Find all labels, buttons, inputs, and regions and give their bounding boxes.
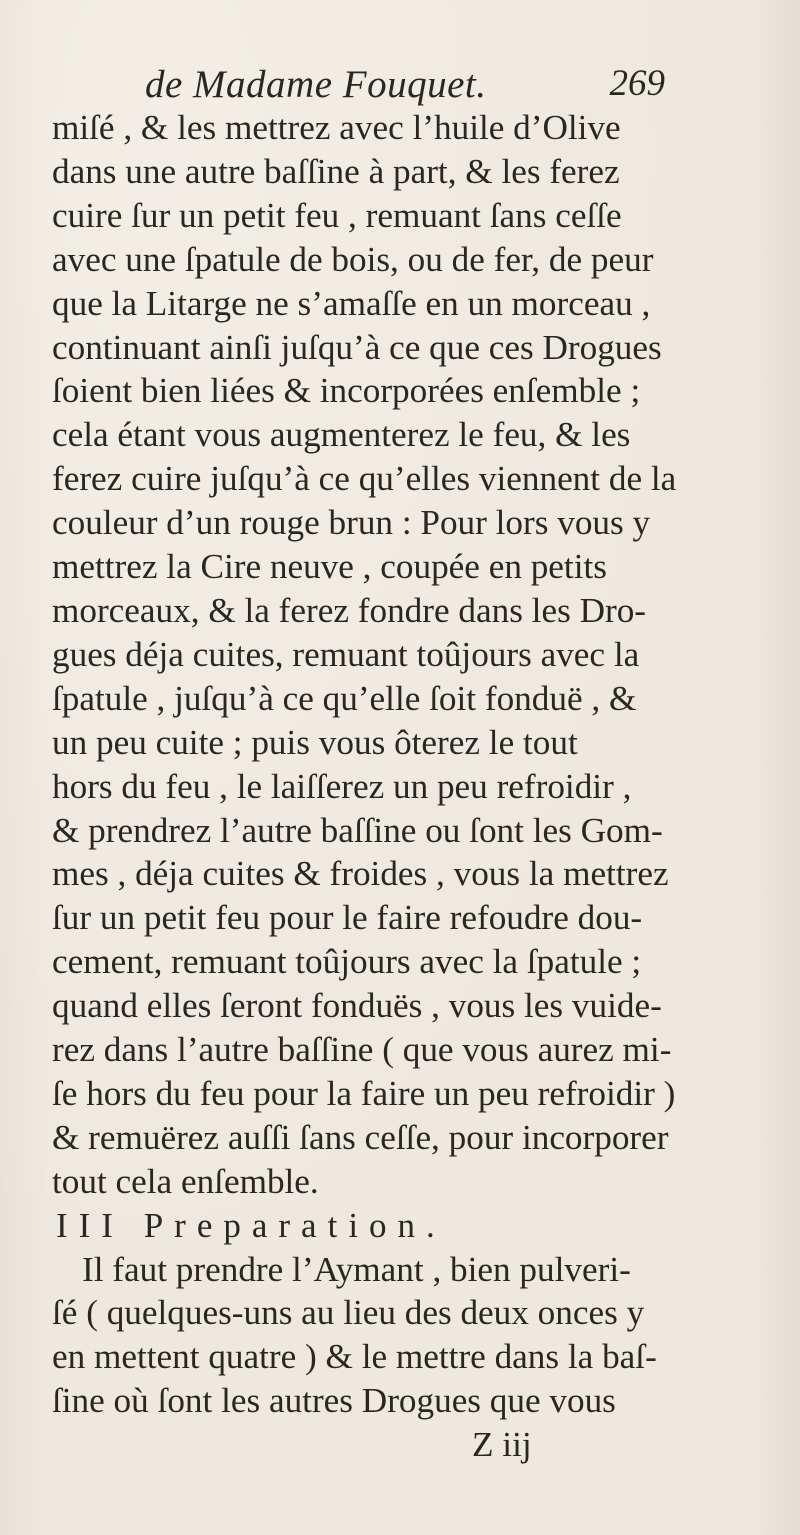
text-line: ferez cuire juſqu’à ce qu’elles viennent de la xyxy=(52,459,677,499)
signature-mark: Z iij xyxy=(472,1425,532,1465)
text-line: & remuërez auſſi ſans ceſſe, pour incorporer xyxy=(52,1117,669,1157)
text-line: en mettent quatre ) & le mettre dans la baſ- xyxy=(52,1337,657,1377)
text-line: cuire ſur un petit feu , remuant ſans ceſſe xyxy=(52,195,622,235)
text-line: ſur un petit feu pour le faire refoudre dou- xyxy=(52,898,643,938)
text-line: Il faut prendre l’Aymant , bien pulveri- xyxy=(82,1249,631,1289)
page-header xyxy=(145,62,665,110)
text-line: miſé , & les mettrez avec l’huile d’Olive xyxy=(52,108,621,147)
text-line: couleur d’un rouge brun : Pour lors vous y xyxy=(52,503,651,543)
body-text xyxy=(52,106,792,1467)
text-line: tout cela enſemble. xyxy=(52,1161,319,1201)
text-line: cement, remuant toûjours avec la ſpatule ; xyxy=(52,942,642,982)
text-line: ſpatule , juſqu’à ce qu’elle ſoit fonduë , & xyxy=(52,678,637,718)
text-line: dans une autre baſſine à part, & les ferez xyxy=(52,151,620,191)
running-head: de Madame Fouquet. xyxy=(145,63,487,106)
text-line: gues déja cuites, remuant toûjours avec la xyxy=(52,634,640,674)
text-line: rez dans l’autre baſſine ( que vous aurez mi- xyxy=(52,1030,672,1070)
text-line: quand elles ſeront fonduës , vous les vuide- xyxy=(52,986,662,1026)
text-line: ſé ( quelques-uns au lieu des deux onces y xyxy=(52,1293,645,1333)
text-line: continuant ainſi juſqu’à ce que ces Drogues xyxy=(52,327,662,367)
text-line: ſine où ſont les autres Drogues que vous xyxy=(52,1381,616,1421)
text-line: morceaux, & la ferez fondre dans les Dro- xyxy=(52,590,647,630)
text-line: mes , déja cuites & froides , vous la mettrez xyxy=(52,854,669,894)
text-line: cela étant vous augmenterez le feu, & les xyxy=(52,415,631,455)
text-line: que la Litarge ne s’amaſſe en un morceau , xyxy=(52,283,651,323)
text-line: un peu cuite ; puis vous ôterez le tout xyxy=(52,722,578,762)
text-line: ſe hors du feu pour la faire un peu refroidir ) xyxy=(52,1073,676,1113)
text-line: avec une ſpatule de bois, ou de fer, de peur xyxy=(52,239,654,279)
text-line: ſoient bien liées & incorporées enſemble ; xyxy=(52,371,641,411)
text-line: mettrez la Cire neuve , coupée en petits xyxy=(52,547,607,587)
page-number: 269 xyxy=(609,63,665,104)
text-line: hors du feu , le laiſſerez un peu refroidir , xyxy=(52,766,632,806)
section-heading: III Preparation. xyxy=(56,1205,446,1245)
text-line: & prendrez l’autre baſſine ou ſont les Gom- xyxy=(52,810,663,850)
